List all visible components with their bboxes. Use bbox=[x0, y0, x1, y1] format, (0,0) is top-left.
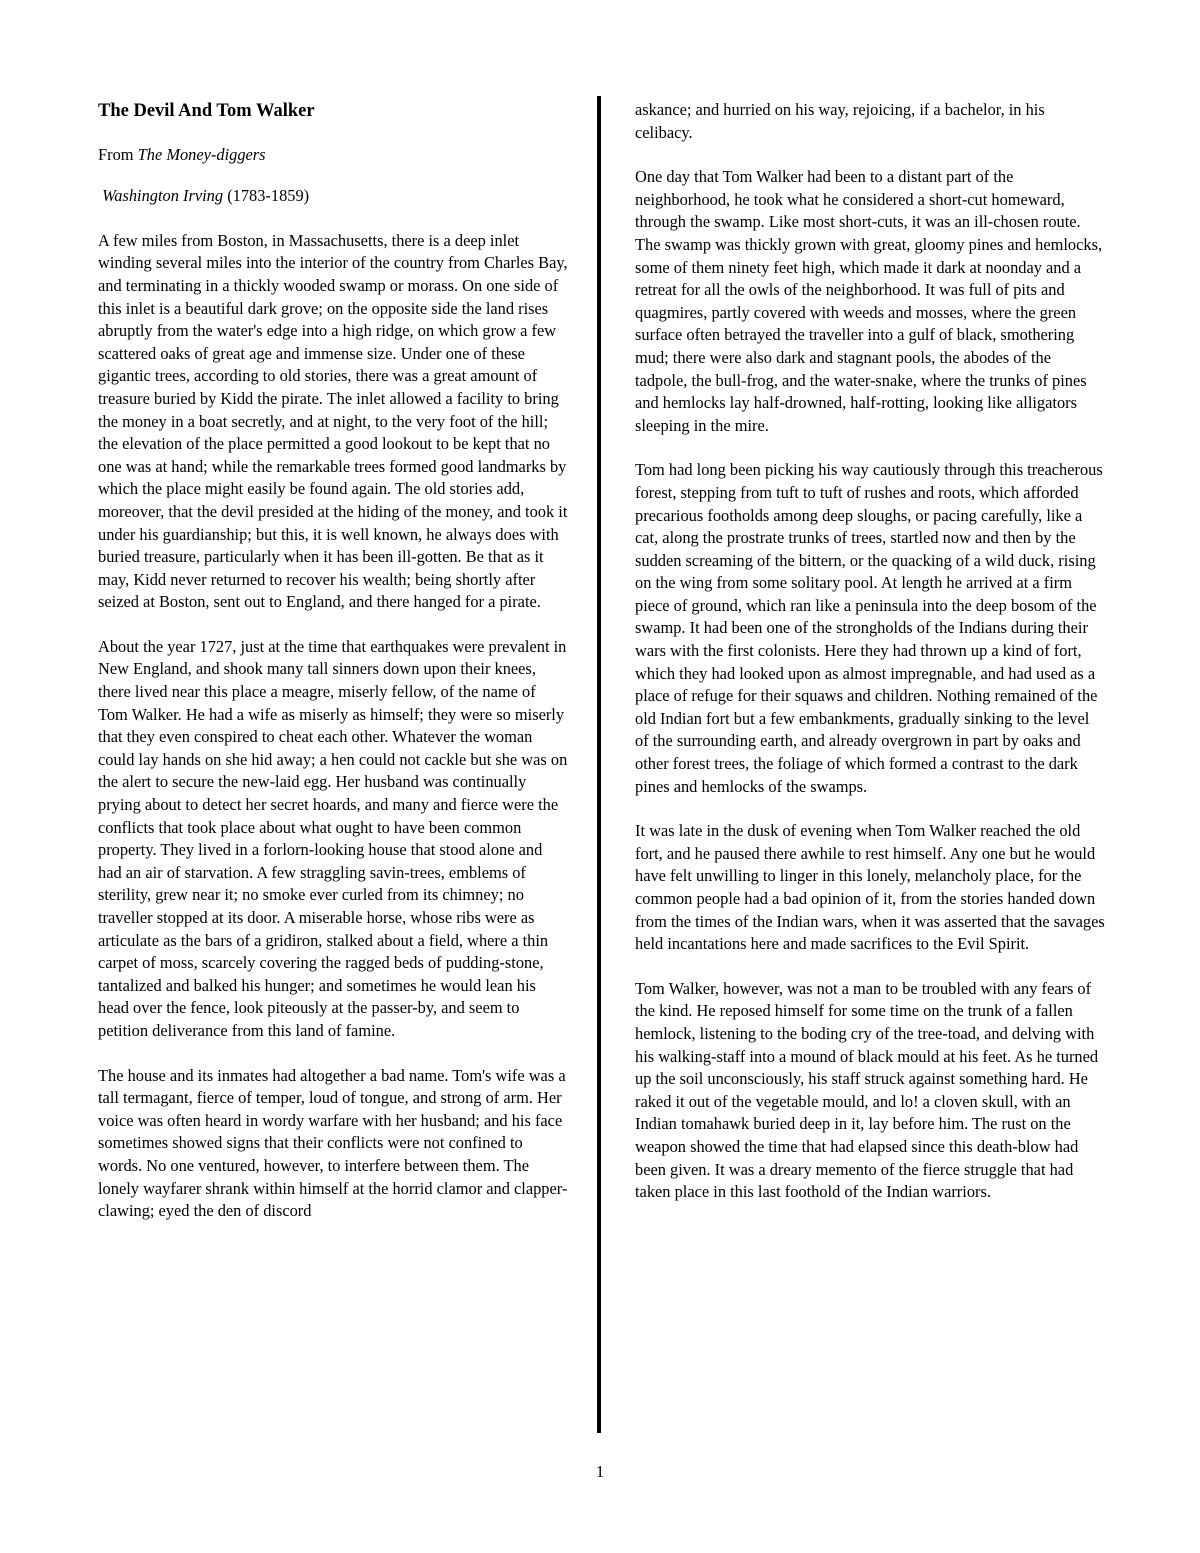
from-label: From bbox=[98, 144, 134, 164]
page-number: 1 bbox=[595, 1462, 605, 1481]
paragraph: The house and its inmates had altogether a bad name. Tom's wife was a tall termagant, fierce of temper, loud of tongue, and strong of arm. Her voice was often heard in wordy warfare with her husband; and his face sometimes showed signs that their conflicts were not confined to words. No one ventured, however, to interfere between them. The lonely wayfarer shrank within himself at the horrid clamor and clapper-clawing; eyed the den of discord bbox=[98, 1065, 568, 1221]
paragraph: One day that Tom Walker had been to a distant part of the neighborhood, he took what he considered a short-cut homeward, through the swamp. Like most short-cuts, it was an ill-chosen route. The swamp was thickly grown with great, gloomy pines and hemlocks, some of them ninety feet high, which made it dark at noonday and a retreat for all the owls of the neighborhood. It was full of pits and quagmires, partly covered with weeds and mosses, where the green surface often betrayed the traveller into a gulf of black, smothering mud; there were also dark and stagnant pools, the abodes of the tadpole, the bull-frog, and the water-snake, where the trunks of pines and hemlocks lay half-drowned, half-rotting, looking like alligators sleeping in the mire. bbox=[635, 167, 1103, 435]
author-line bbox=[98, 185, 568, 208]
source-work: The Money-diggers bbox=[137, 144, 266, 164]
author-name: Washington Irving bbox=[102, 186, 224, 206]
paragraph: It was late in the dusk of evening when Tom Walker reached the old fort, and he paused there awhile to rest himself. Any one but he would have felt unwilling to linger in this lonely, melancholy place, for the common people had a bad opinion of it, from the stories handed down from the times of the Indian wars, when it was asserted that the savages held incantations here and made sacrifices to the Evil Spirit. bbox=[635, 821, 1105, 954]
right-column bbox=[635, 99, 1105, 1226]
source-line bbox=[98, 144, 568, 167]
paragraph: Tom had long been picking his way cautiously through this treacherous forest, stepping from tuft to tuft of rushes and roots, which afforded precarious footholds among deep sloughs, or pacing carefully, like a cat, along the prostrate trunks of trees, startled now and then by the sudden screaming of the bittern, or the quacking of a wild duck, rising on the wing from some solitary pool. At length he arrived at a firm piece of ground, which ran like a peninsula into the deep bosom of the swamp. It had been one of the strongholds of the Indians during their wars with the first colonists. Here they had thrown up a kind of fort, which they had looked upon as almost impregnable, and had used as a place of refuge for their squaws and children. Nothing remained of the old Indian fort but a few embankments, gradually sinking to the level of the surrounding earth, and already overgrown in part by oaks and other forest trees, the foliage of which formed a contrast to the dark pines and hemlocks of the swamps. bbox=[635, 460, 1103, 796]
document-title: The Devil And Tom Walker bbox=[98, 101, 315, 121]
paragraph: A few miles from Boston, in Massachusetts, there is a deep inlet winding several miles into the interior of the country from Charles Bay, and terminating in a thickly wooded swamp or morass. On one side of this inlet is a beautiful dark grove; on the opposite side the land rises abruptly from the water's edge into a high ridge, on which grow a few scattered oaks of great age and immense size. Under one of these gigantic trees, according to old stories, there was a great amount of treasure buried by Kidd the pirate. The inlet allowed a facility to bring the money in a boat secretly, and at night, to the very foot of the hill; the elevation of the place permitted a good lookout to be kept that no one was at hand; while the remarkable trees formed good landmarks by which the place might easily be found again. The old stories add, moreover, that the devil presided at the hiding of the money, and took it under his guardianship; but this, it is well known, he always does with buried treasure, particularly when it has been ill-gotten. Be that as it may, Kidd never returned to recover his wealth; being shortly after seized at Boston, sent out to England, and there hanged for a pirate. bbox=[98, 230, 568, 612]
paragraph: Tom Walker, however, was not a man to be troubled with any fears of the kind. He reposed himself for some time on the trunk of a fallen hemlock, listening to the boding cry of the tree-toad, and delving with his walking-staff into a mound of black mould at his feet. As he turned up the soil unconsciously, his staff struck against something hard. He raked it out of the vegetable mould, and lo! a cloven skull, with an Indian tomahawk buried deep in it, lay before him. The rust on the weapon showed the time that had elapsed since this death-blow had been given. It was a dreary memento of the fierce struggle that had taken place in this last foothold of the Indian warriors. bbox=[635, 978, 1099, 1202]
paragraph: askance; and hurried on his way, rejoicing, if a bachelor, in his celibacy. bbox=[635, 100, 1045, 142]
column-divider bbox=[597, 96, 601, 1433]
paragraph: About the year 1727, just at the time that earthquakes were prevalent in New England, and shook many tall sinners down upon their knees, there lived near this place a meagre, miserly fellow, of the name of Tom Walker. He had a wife as miserly as himself; they were so miserly that they even conspired to cheat each other. Whatever the woman could lay hands on she hid away; a hen could not cackle but she was on the alert to secure the new-laid egg. Her husband was continually prying about to detect her secret hoards, and many and fierce were the conflicts that took place about what ought to have been common property. They lived in a forlorn-looking house that stood alone and had an air of starvation. A few straggling savin-trees, emblems of sterility, grew near it; no smoke ever curled from its chimney; no traveller stopped at its door. A miserable horse, whose ribs were as articulate as the bars of a gridiron, stalked about a field, where a thin carpet of moss, scarcely covering the ragged beds of pudding-stone, tantalized and balked his hunger; and sometimes he would lean his head over the fence, look piteously at the passer-by, and seem to petition deliverance from this land of famine. bbox=[98, 636, 568, 1040]
left-column bbox=[98, 96, 568, 1245]
author-dates: (1783-1859) bbox=[227, 186, 310, 206]
